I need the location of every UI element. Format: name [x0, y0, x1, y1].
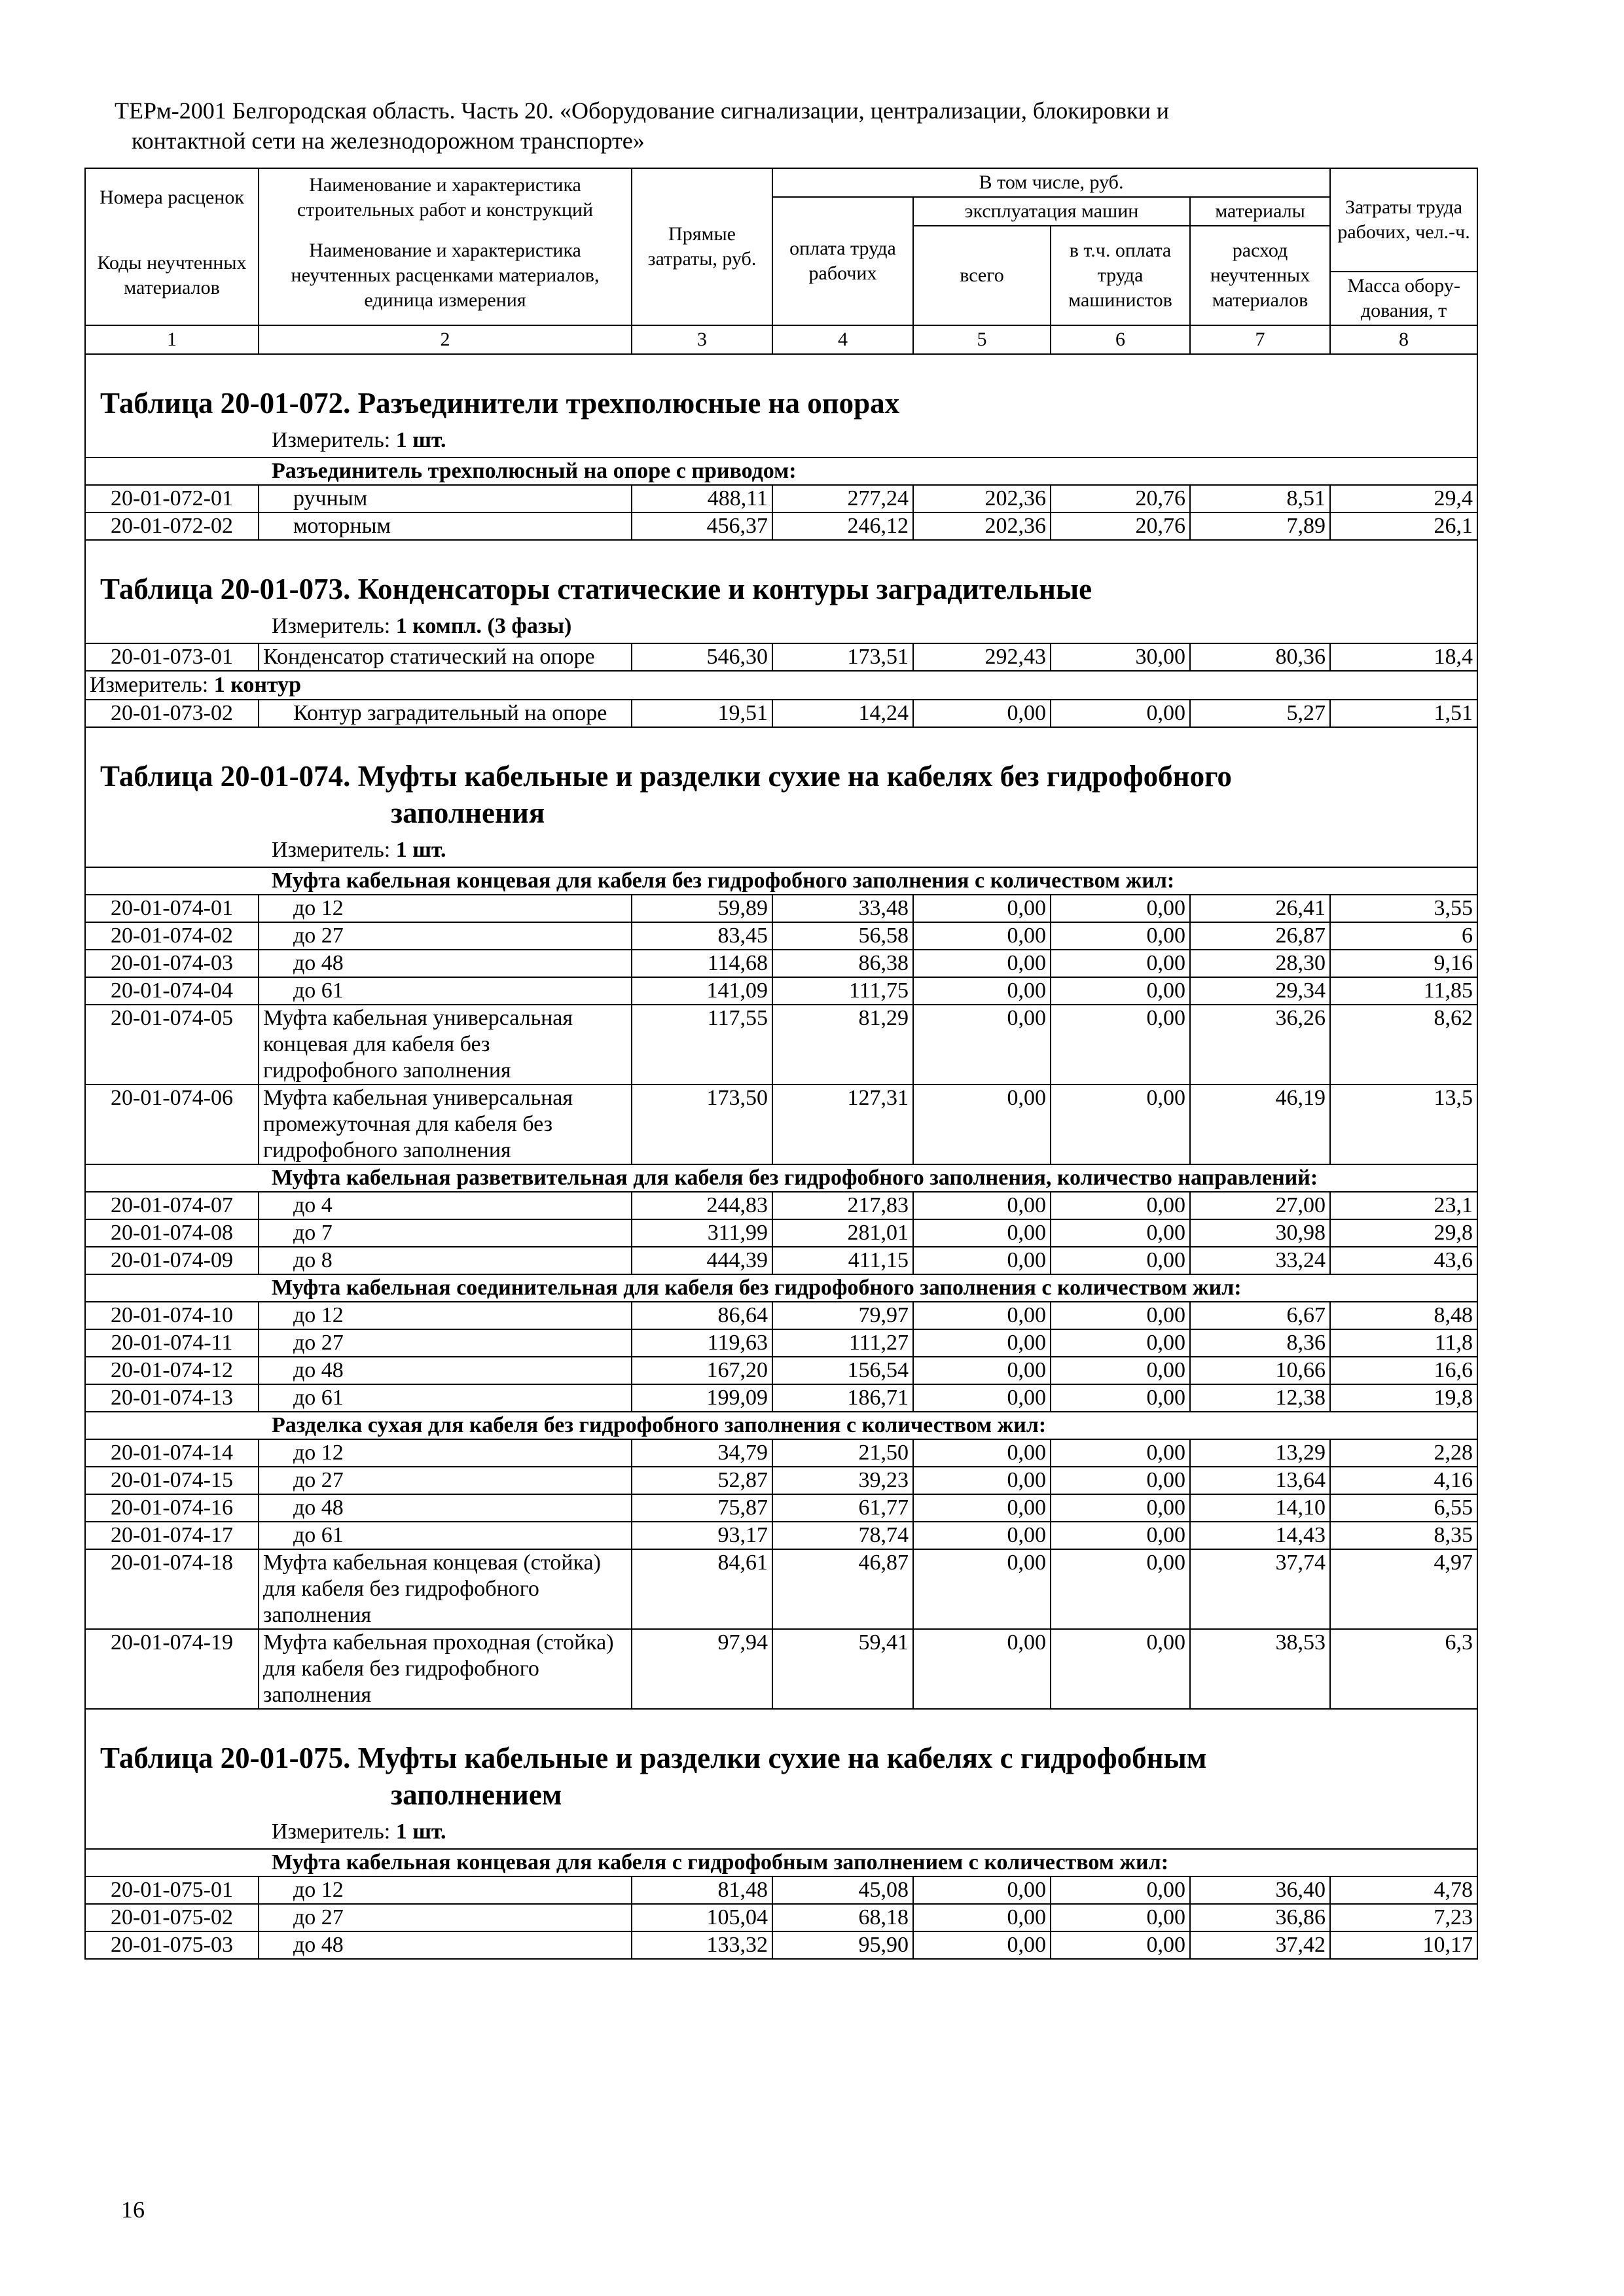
table-row [85, 1357, 1477, 1384]
labor-hours: 29,8 [1330, 1219, 1477, 1247]
table-row [85, 977, 1477, 1005]
machinist-pay: 0,00 [1051, 1247, 1190, 1274]
rate-code: 20-01-074-02 [85, 922, 259, 950]
direct-costs: 133,32 [632, 1931, 772, 1959]
col-equipment-mass: Масса обору-дования, т [1330, 272, 1477, 325]
machines-total: 0,00 [913, 1931, 1051, 1959]
direct-costs: 81,48 [632, 1876, 772, 1904]
material-consumption: 46,19 [1190, 1085, 1330, 1164]
labor-hours: 43,6 [1330, 1247, 1477, 1274]
col-machines: эксплуатация машин [913, 197, 1190, 226]
material-consumption: 14,10 [1190, 1494, 1330, 1522]
labor-hours: 2,28 [1330, 1439, 1477, 1467]
machinist-pay: 0,00 [1051, 1302, 1190, 1329]
direct-costs: 167,20 [632, 1357, 772, 1384]
worker-pay: 78,74 [772, 1522, 913, 1549]
group-heading: Муфта кабельная концевая для кабеля без гидрофобного заполнения с количеством жил: [85, 867, 1477, 895]
machinist-pay: 0,00 [1051, 1549, 1190, 1629]
labor-hours: 4,97 [1330, 1549, 1477, 1629]
work-name: до 48 [259, 1494, 632, 1522]
meter [86, 427, 1477, 457]
labor-hours: 6 [1330, 922, 1477, 950]
direct-costs: 173,50 [632, 1085, 772, 1164]
machinist-pay: 0,00 [1051, 1005, 1190, 1085]
direct-costs: 75,87 [632, 1494, 772, 1522]
labor-hours: 4,78 [1330, 1876, 1477, 1904]
meter-value: 1 контур [213, 673, 302, 697]
col-num: 6 [1051, 325, 1190, 354]
rate-code: 20-01-074-16 [85, 1494, 259, 1522]
col-materials: материалы [1190, 197, 1330, 226]
machines-total: 0,00 [913, 1467, 1051, 1494]
worker-pay: 173,51 [772, 643, 913, 671]
direct-costs: 444,39 [632, 1247, 772, 1274]
worker-pay: 56,58 [772, 922, 913, 950]
work-name: до 12 [259, 1439, 632, 1467]
machinist-pay: 0,00 [1051, 1357, 1190, 1384]
work-name: до 4 [259, 1192, 632, 1219]
labor-hours: 4,16 [1330, 1467, 1477, 1494]
work-name: до 27 [259, 1904, 632, 1931]
direct-costs: 84,61 [632, 1549, 772, 1629]
direct-costs: 19,51 [632, 700, 772, 727]
rate-code: 20-01-074-09 [85, 1247, 259, 1274]
machines-total: 0,00 [913, 700, 1051, 727]
labor-hours: 8,48 [1330, 1302, 1477, 1329]
meter [85, 671, 1477, 700]
material-consumption: 38,53 [1190, 1629, 1330, 1709]
machines-total: 0,00 [913, 895, 1051, 922]
machines-total: 0,00 [913, 1005, 1051, 1085]
table-row [85, 922, 1477, 950]
meter [86, 613, 1477, 643]
rate-code: 20-01-074-13 [85, 1384, 259, 1412]
machines-total: 0,00 [913, 1439, 1051, 1467]
worker-pay: 61,77 [772, 1494, 913, 1522]
table-row [85, 1494, 1477, 1522]
rate-code: 20-01-073-01 [85, 643, 259, 671]
work-name: ручным [259, 485, 632, 512]
col-num: 2 [259, 325, 632, 354]
worker-pay: 33,48 [772, 895, 913, 922]
material-consumption: 80,36 [1190, 643, 1330, 671]
worker-pay: 111,27 [772, 1329, 913, 1357]
direct-costs: 86,64 [632, 1302, 772, 1329]
machinist-pay: 0,00 [1051, 1522, 1190, 1549]
section-074-header [85, 727, 1477, 867]
table-row [85, 1522, 1477, 1549]
machines-total: 0,00 [913, 1876, 1051, 1904]
meter-value: 1 шт. [395, 1820, 446, 1844]
machinist-pay: 0,00 [1051, 1876, 1190, 1904]
rate-code: 20-01-074-18 [85, 1549, 259, 1629]
worker-pay: 86,38 [772, 950, 913, 977]
col-direct-costs: Прямые затраты, руб. [632, 168, 772, 325]
work-name: до 61 [259, 977, 632, 1005]
material-consumption: 13,29 [1190, 1439, 1330, 1467]
rate-code: 20-01-074-07 [85, 1192, 259, 1219]
rate-code: 20-01-074-03 [85, 950, 259, 977]
col-num: 3 [632, 325, 772, 354]
material-consumption: 33,24 [1190, 1247, 1330, 1274]
material-consumption: 36,26 [1190, 1005, 1330, 1085]
labor-hours: 8,62 [1330, 1005, 1477, 1085]
work-name: Конденсатор статический на опоре [259, 643, 632, 671]
rate-code: 20-01-074-12 [85, 1357, 259, 1384]
direct-costs: 141,09 [632, 977, 772, 1005]
rate-code: 20-01-075-02 [85, 1904, 259, 1931]
machinist-pay: 20,76 [1051, 512, 1190, 540]
worker-pay: 81,29 [772, 1005, 913, 1085]
section-title: Таблица 20-01-073. Конденсаторы статические и контуры заградительные [100, 573, 1092, 605]
machines-total: 0,00 [913, 977, 1051, 1005]
section-title-line: заполнения [391, 797, 545, 829]
work-name: до 7 [259, 1219, 632, 1247]
material-consumption: 7,89 [1190, 512, 1330, 540]
machinist-pay: 0,00 [1051, 1931, 1190, 1959]
work-name: до 61 [259, 1522, 632, 1549]
machines-total: 0,00 [913, 1329, 1051, 1357]
direct-costs: 105,04 [632, 1904, 772, 1931]
work-name: до 48 [259, 1931, 632, 1959]
rate-code: 20-01-074-14 [85, 1439, 259, 1467]
work-name: Муфта кабельная проходная (стойка) для кабеля без гидрофобного заполнения [259, 1629, 632, 1709]
col-rate-numbers: Номера расценок [85, 168, 259, 226]
col-num: 4 [772, 325, 913, 354]
page-number: 16 [121, 2197, 145, 2223]
worker-pay: 68,18 [772, 1904, 913, 1931]
rate-code: 20-01-074-10 [85, 1302, 259, 1329]
section-072-header [85, 354, 1477, 457]
machines-total: 0,00 [913, 922, 1051, 950]
direct-costs: 52,87 [632, 1467, 772, 1494]
direct-costs: 34,79 [632, 1439, 772, 1467]
work-name: до 61 [259, 1384, 632, 1412]
worker-pay: 39,23 [772, 1467, 913, 1494]
labor-hours: 10,17 [1330, 1931, 1477, 1959]
work-name: до 27 [259, 1329, 632, 1357]
col-machinist-pay: в т.ч. оплата труда машинистов [1051, 226, 1190, 325]
header-line-1: ТЕРм-2001 Белгородская область. Часть 20. «Оборудование сигнализации, централизации, блокировки и [115, 98, 1170, 124]
labor-hours: 26,1 [1330, 512, 1477, 540]
material-consumption: 13,64 [1190, 1467, 1330, 1494]
rate-code: 20-01-074-01 [85, 895, 259, 922]
worker-pay: 14,24 [772, 700, 913, 727]
worker-pay: 277,24 [772, 485, 913, 512]
work-name: до 12 [259, 1876, 632, 1904]
machines-total: 0,00 [913, 1219, 1051, 1247]
table-row [85, 1329, 1477, 1357]
machinist-pay: 20,76 [1051, 485, 1190, 512]
material-consumption: 12,38 [1190, 1384, 1330, 1412]
machinist-pay: 0,00 [1051, 950, 1190, 977]
direct-costs: 244,83 [632, 1192, 772, 1219]
group-heading: Разделка сухая для кабеля без гидрофобного заполнения с количеством жил: [85, 1412, 1477, 1439]
machinist-pay: 0,00 [1051, 700, 1190, 727]
labor-hours: 1,51 [1330, 700, 1477, 727]
material-consumption: 10,66 [1190, 1357, 1330, 1384]
rate-code: 20-01-074-17 [85, 1522, 259, 1549]
machinist-pay: 0,00 [1051, 1085, 1190, 1164]
meter-value: 1 шт. [395, 428, 446, 452]
machines-total: 0,00 [913, 1494, 1051, 1522]
header-line-2: контактной сети на железнодорожном транспорте» [132, 128, 645, 154]
material-consumption: 29,34 [1190, 977, 1330, 1005]
direct-costs: 119,63 [632, 1329, 772, 1357]
labor-hours: 11,8 [1330, 1329, 1477, 1357]
material-consumption: 37,74 [1190, 1549, 1330, 1629]
table-row [85, 1085, 1477, 1164]
machinist-pay: 0,00 [1051, 977, 1190, 1005]
group-heading: Муфта кабельная соединительная для кабеля без гидрофобного заполнения с количеством жил: [85, 1274, 1477, 1302]
rate-code: 20-01-074-19 [85, 1629, 259, 1709]
labor-hours: 23,1 [1330, 1192, 1477, 1219]
labor-hours: 9,16 [1330, 950, 1477, 977]
direct-costs: 83,45 [632, 922, 772, 950]
section-075-header [85, 1709, 1477, 1849]
worker-pay: 411,15 [772, 1247, 913, 1274]
machinist-pay: 0,00 [1051, 922, 1190, 950]
worker-pay: 45,08 [772, 1876, 913, 1904]
group-heading: Разъединитель трехполюсный на опоре с приводом: [85, 457, 1477, 485]
worker-pay: 59,41 [772, 1629, 913, 1709]
section-073-header [85, 540, 1477, 643]
table-row [85, 1439, 1477, 1467]
work-name: до 8 [259, 1247, 632, 1274]
labor-hours: 19,8 [1330, 1384, 1477, 1412]
meter-label: Измеритель: [272, 1820, 391, 1844]
machinist-pay: 0,00 [1051, 1494, 1190, 1522]
table-header [85, 168, 1477, 354]
work-name: моторным [259, 512, 632, 540]
material-consumption: 28,30 [1190, 950, 1330, 977]
rate-code: 20-01-074-08 [85, 1219, 259, 1247]
meter-value: 1 шт. [395, 838, 446, 862]
rate-code: 20-01-072-02 [85, 512, 259, 540]
rate-code: 20-01-074-05 [85, 1005, 259, 1085]
direct-costs: 456,37 [632, 512, 772, 540]
labor-hours: 16,6 [1330, 1357, 1477, 1384]
machines-total: 202,36 [913, 485, 1051, 512]
rate-code: 20-01-072-01 [85, 485, 259, 512]
work-name: до 12 [259, 1302, 632, 1329]
work-name: до 48 [259, 950, 632, 977]
table-row [85, 643, 1477, 671]
meter-label: Измеритель: [272, 614, 391, 638]
labor-hours: 29,4 [1330, 485, 1477, 512]
labor-hours: 18,4 [1330, 643, 1477, 671]
machinist-pay: 0,00 [1051, 1629, 1190, 1709]
worker-pay: 281,01 [772, 1219, 913, 1247]
worker-pay: 79,97 [772, 1302, 913, 1329]
material-consumption: 37,42 [1190, 1931, 1330, 1959]
section-title [86, 728, 1477, 836]
work-name: Контур заградительный на опоре [259, 700, 632, 727]
table-row [85, 700, 1477, 727]
rate-code: 20-01-073-02 [85, 700, 259, 727]
work-name: Муфта кабельная универсальная концевая для кабеля без гидрофобного заполнения [259, 1005, 632, 1085]
direct-costs: 59,89 [632, 895, 772, 922]
work-name: до 27 [259, 922, 632, 950]
col-material-consumption: расход неучтенных материалов [1190, 226, 1330, 325]
col-num: 1 [85, 325, 259, 354]
table-row [85, 895, 1477, 922]
table-row [85, 1904, 1477, 1931]
machines-total: 0,00 [913, 1357, 1051, 1384]
rate-code: 20-01-074-11 [85, 1329, 259, 1357]
section-title-line: Таблица 20-01-075. Муфты кабельные и разделки сухие на кабелях с гидрофобным [100, 1742, 1207, 1774]
worker-pay: 156,54 [772, 1357, 913, 1384]
machines-total: 202,36 [913, 512, 1051, 540]
worker-pay: 111,75 [772, 977, 913, 1005]
machines-total: 0,00 [913, 1085, 1051, 1164]
table-row [85, 485, 1477, 512]
section-title-line: Таблица 20-01-074. Муфты кабельные и разделки сухие на кабелях без гидрофобного [100, 760, 1232, 793]
table-row [85, 1384, 1477, 1412]
worker-pay: 95,90 [772, 1931, 913, 1959]
table-row [85, 1005, 1477, 1085]
col-material-codes: Коды неучтенных материалов [85, 226, 259, 325]
document-header [115, 96, 1489, 156]
table-row [85, 1931, 1477, 1959]
labor-hours: 8,35 [1330, 1522, 1477, 1549]
direct-costs: 97,94 [632, 1629, 772, 1709]
rates-table [84, 168, 1478, 1960]
direct-costs: 199,09 [632, 1384, 772, 1412]
table-row [85, 1629, 1477, 1709]
group-heading: Муфта кабельная разветвительная для кабеля без гидрофобного заполнения, количество направлений: [85, 1164, 1477, 1192]
machines-total: 0,00 [913, 1384, 1051, 1412]
col-labor-hours: Затраты труда рабочих, чел.-ч. [1330, 168, 1477, 272]
col-num: 8 [1330, 325, 1477, 354]
table-row [85, 1302, 1477, 1329]
labor-hours: 13,5 [1330, 1085, 1477, 1164]
worker-pay: 21,50 [772, 1439, 913, 1467]
material-consumption: 6,67 [1190, 1302, 1330, 1329]
table-row [85, 1219, 1477, 1247]
worker-pay: 46,87 [772, 1549, 913, 1629]
worker-pay: 186,71 [772, 1384, 913, 1412]
machines-total: 0,00 [913, 1629, 1051, 1709]
meter [86, 1818, 1477, 1848]
meter-label: Измеритель: [272, 428, 391, 452]
direct-costs: 546,30 [632, 643, 772, 671]
col-including: В том числе, руб. [772, 168, 1330, 197]
table-row [85, 1192, 1477, 1219]
labor-hours: 7,23 [1330, 1904, 1477, 1931]
machinist-pay: 0,00 [1051, 895, 1190, 922]
table-row [85, 1247, 1477, 1274]
col-material-name: Наименование и характеристика неучтенных расценками материалов, единица измерения [259, 226, 632, 325]
material-consumption: 26,87 [1190, 922, 1330, 950]
material-consumption: 8,51 [1190, 485, 1330, 512]
machines-total: 0,00 [913, 1247, 1051, 1274]
labor-hours: 6,55 [1330, 1494, 1477, 1522]
labor-hours: 11,85 [1330, 977, 1477, 1005]
group-heading: Муфта кабельная концевая для кабеля с гидрофобным заполнением с количеством жил: [85, 1849, 1477, 1876]
material-consumption: 8,36 [1190, 1329, 1330, 1357]
col-work-name: Наименование и характеристика строительных работ и конструкций [259, 168, 632, 226]
work-name: до 27 [259, 1467, 632, 1494]
direct-costs: 488,11 [632, 485, 772, 512]
material-consumption: 27,00 [1190, 1192, 1330, 1219]
machinist-pay: 0,00 [1051, 1192, 1190, 1219]
direct-costs: 114,68 [632, 950, 772, 977]
table-row [85, 1876, 1477, 1904]
section-title [86, 1710, 1477, 1818]
rate-code: 20-01-074-04 [85, 977, 259, 1005]
worker-pay: 246,12 [772, 512, 913, 540]
machines-total: 0,00 [913, 1522, 1051, 1549]
material-consumption: 36,86 [1190, 1904, 1330, 1931]
material-consumption: 30,98 [1190, 1219, 1330, 1247]
machines-total: 0,00 [913, 1549, 1051, 1629]
work-name: Муфта кабельная универсальная промежуточная для кабеля без гидрофобного заполнения [259, 1085, 632, 1164]
work-name: до 48 [259, 1357, 632, 1384]
table-row [85, 1549, 1477, 1629]
machinist-pay: 0,00 [1051, 1904, 1190, 1931]
machinist-pay: 0,00 [1051, 1467, 1190, 1494]
rate-code: 20-01-074-06 [85, 1085, 259, 1164]
column-numbers-row [85, 325, 1477, 354]
table-row [85, 1467, 1477, 1494]
direct-costs: 117,55 [632, 1005, 772, 1085]
labor-hours: 3,55 [1330, 895, 1477, 922]
col-num: 5 [913, 325, 1051, 354]
material-consumption: 5,27 [1190, 700, 1330, 727]
labor-hours: 6,3 [1330, 1629, 1477, 1709]
rate-code: 20-01-074-15 [85, 1467, 259, 1494]
material-consumption: 26,41 [1190, 895, 1330, 922]
rate-code: 20-01-075-01 [85, 1876, 259, 1904]
work-name: до 12 [259, 895, 632, 922]
machinist-pay: 0,00 [1051, 1219, 1190, 1247]
section-title-line: заполнением [391, 1778, 562, 1811]
meter-value: 1 компл. (3 фазы) [395, 614, 572, 638]
machines-total: 0,00 [913, 950, 1051, 977]
table-row [85, 512, 1477, 540]
machinist-pay: 0,00 [1051, 1439, 1190, 1467]
work-name: Муфта кабельная концевая (стойка) для кабеля без гидрофобного заполнения [259, 1549, 632, 1629]
machines-total: 0,00 [913, 1302, 1051, 1329]
machines-total: 0,00 [913, 1192, 1051, 1219]
direct-costs: 311,99 [632, 1219, 772, 1247]
col-worker-pay: оплата труда рабочих [772, 197, 913, 325]
worker-pay: 127,31 [772, 1085, 913, 1164]
material-consumption: 14,43 [1190, 1522, 1330, 1549]
machines-total: 292,43 [913, 643, 1051, 671]
rate-code: 20-01-075-03 [85, 1931, 259, 1959]
meter-label: Измеритель: [272, 838, 391, 862]
material-consumption: 36,40 [1190, 1876, 1330, 1904]
machinist-pay: 0,00 [1051, 1384, 1190, 1412]
machinist-pay: 30,00 [1051, 643, 1190, 671]
machines-total: 0,00 [913, 1904, 1051, 1931]
section-title: Таблица 20-01-072. Разъединители трехполюсные на опорах [100, 387, 900, 420]
machinist-pay: 0,00 [1051, 1329, 1190, 1357]
meter-label: Измеритель: [90, 673, 209, 697]
meter [86, 836, 1477, 867]
col-num: 7 [1190, 325, 1330, 354]
table-row [85, 950, 1477, 977]
direct-costs: 93,17 [632, 1522, 772, 1549]
col-machines-total: всего [913, 226, 1051, 325]
worker-pay: 217,83 [772, 1192, 913, 1219]
